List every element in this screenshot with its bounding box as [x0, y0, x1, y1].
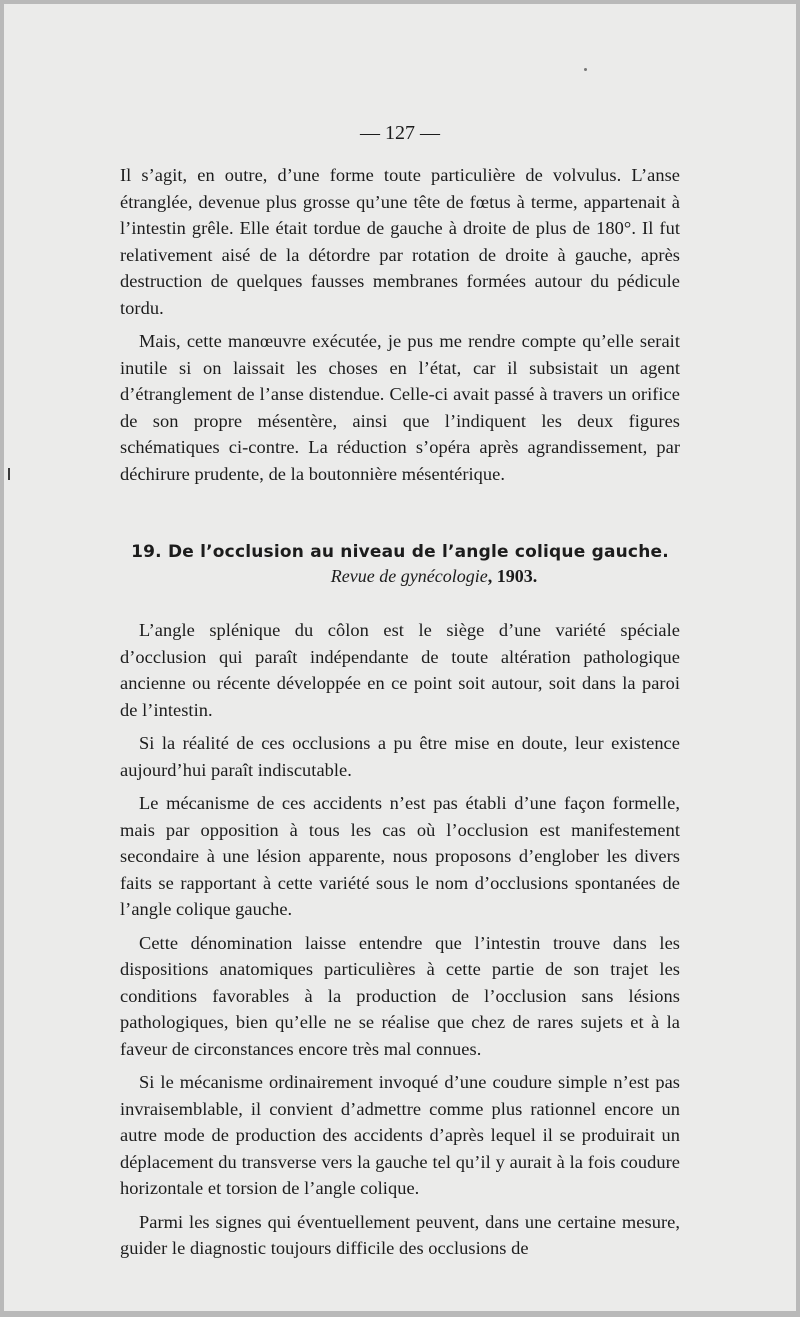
article-paragraph-1: L’angle splénique du côlon est le siège d’une variété spéciale d’occlusion qui paraît indépendante de toute altération pathologique ancienne ou récente développée en ce point soit autour, soit dans la paroi de l’intestin. [120, 620, 680, 720]
section-one-paragraph-2: Mais, cette manœuvre exécutée, je pus me rendre compte qu’elle serait inutile si on laissait les choses en l’état, car il subsistait un agent d’étranglement de l’anse distendue. Celle-ci avait passé à travers un orifice de son propre mésentère, ainsi que l’indiquent les deux figures schématiques ci-contre. La réduction s’opéra après agrandissement, par déchirure prudente, de la boutonnière mésentérique. [120, 331, 680, 484]
scanned-book-page [4, 4, 796, 1311]
article-title: 19. De l’occlusion au niveau de l’angle colique gauche. [131, 542, 669, 562]
section-one-paragraph-1: Il s’agit, en outre, d’une forme toute particulière de volvulus. L’anse étranglée, devenue plus grosse qu’une tête de fœtus à terme, appartenait à l’intestin grêle. Elle était tordue de gauche à droite de plus de 180°. Il fut relativement aisé de la détordre par rotation de droite à gauche, après destruction de quelques fausses membranes formées autour du pédicule tordu. [120, 165, 680, 318]
scan-speck [584, 68, 587, 71]
page-number: — 127 — [360, 122, 440, 144]
article-source [188, 565, 680, 587]
article-paragraph-5: Si le mécanisme ordinairement invoqué d’une coudure simple n’est pas invraisemblable, il convient d’admettre comme plus rationnel encore un autre mode de production des accidents d’après lequel il se produirait un déplacement du transverse vers la gauche tel qu’il y aurait à la fois coudure horizontale et torsion de l’angle colique. [120, 1072, 680, 1198]
article-heading [120, 540, 680, 587]
journal-year: , 1903. [487, 566, 538, 586]
article-paragraph-3: Le mécanisme de ces accidents n’est pas établi d’une façon formelle, mais par opposition à tous les cas où l’occlusion est manifestement secondaire à une lésion apparente, nous proposons d’englober les divers faits se rapportant à cette variété sous le nom d’occlusions spontanées de l’angle colique gauche. [120, 793, 680, 919]
article-paragraph-4: Cette dénomination laisse entendre que l’intestin trouve dans les dispositions anatomiques particulières à cette partie de son trajet les conditions favorables à la production de l’occlusion sans lésions pathologiques, bien qu’elle ne se réalise que chez de rares sujets et à la faveur de circonstances encore très mal connues. [120, 932, 680, 1059]
journal-title: Revue de gynécologie [330, 566, 488, 586]
article-paragraph-6: Parmi les signes qui éventuellement peuvent, dans une certaine mesure, guider le diagnostic toujours difficile des occlusions de [120, 1211, 680, 1258]
article-paragraph-2: Si la réalité de ces occlusions a pu être mise en doute, leur existence aujourd’hui paraît indiscutable. [120, 733, 680, 780]
margin-mark [8, 468, 10, 480]
article-body [120, 617, 680, 1269]
opening-section [120, 162, 680, 494]
